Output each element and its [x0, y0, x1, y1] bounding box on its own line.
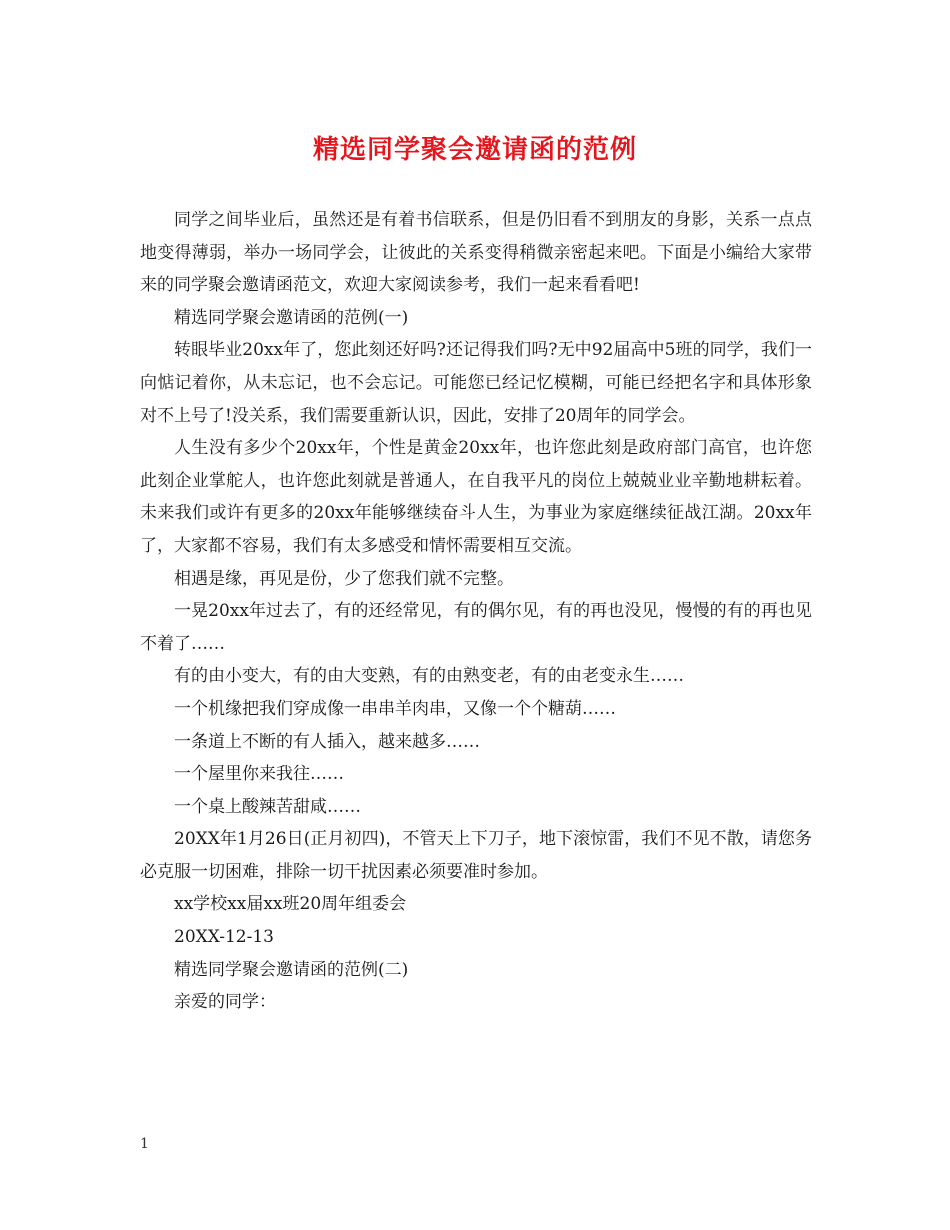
paragraph: 人生没有多少个20xx年，个性是黄金20xx年，也许您此刻是政府部门高官，也许您此刻企业掌舵人，也许您此刻就是普通人，在自我平凡的岗位上兢兢业业辛勤地耕耘着。未来我们或许有更多的20xx年能够继续奋斗人生，为事业为家庭继续征战江湖。20xx年了，大家都不容易，我们有太多感受和情怀需要相互交流。: [140, 438, 812, 556]
paragraph: 一个屋里你来我往……: [174, 764, 344, 785]
document-body: [140, 204, 812, 1019]
paragraph: 20XX年1月26日(正月初四)，不管天上下刀子，地下滚惊雷，我们不见不散，请您务必克服一切困难，排除一切干扰因素必须要准时参加。: [140, 829, 812, 882]
signature: xx学校xx届xx班20周年组委会: [174, 894, 407, 915]
paragraph: 一晃20xx年过去了，有的还经常见，有的偶尔见，有的再也没见，慢慢的有的再也见不着了……: [140, 601, 812, 654]
paragraph: 转眼毕业20xx年了，您此刻还好吗?还记得我们吗?无中92届高中5班的同学，我们一向惦记着你，从未忘记，也不会忘记。可能您已经记忆模糊，可能已经把名字和具体形象对不上号了!没关系，我们需要重新认识，因此，安排了20周年的同学会。: [140, 340, 812, 426]
page-number: 1: [140, 1136, 149, 1152]
paragraph: 有的由小变大，有的由大变熟，有的由熟变老，有的由老变永生……: [174, 666, 684, 687]
section-heading-1: 精选同学聚会邀请函的范例(一): [174, 307, 409, 328]
date: 20XX-12-13: [174, 927, 274, 948]
paragraph: 一条道上不断的有人插入，越来越多……: [174, 731, 480, 752]
paragraph-intro: 同学之间毕业后，虽然还是有着书信联系，但是仍旧看不到朋友的身影，关系一点点地变得薄弱，举办一场同学会，让彼此的关系变得稍微亲密起来吧。下面是小编给大家带来的同学聚会邀请函范文，欢迎大家阅读参考，我们一起来看看吧!: [140, 210, 812, 296]
paragraph: 一个机缘把我们穿成像一串串羊肉串，又像一个个糖葫……: [174, 698, 616, 719]
section-heading-2: 精选同学聚会邀请函的范例(二): [174, 959, 409, 980]
paragraph: 相遇是缘，再见是份，少了您我们就不完整。: [174, 568, 514, 589]
paragraph: 一个桌上酸辣苦甜咸……: [174, 796, 361, 817]
document-title: 精选同学聚会邀请函的范例: [312, 135, 637, 165]
salutation: 亲爱的同学：: [174, 992, 276, 1013]
